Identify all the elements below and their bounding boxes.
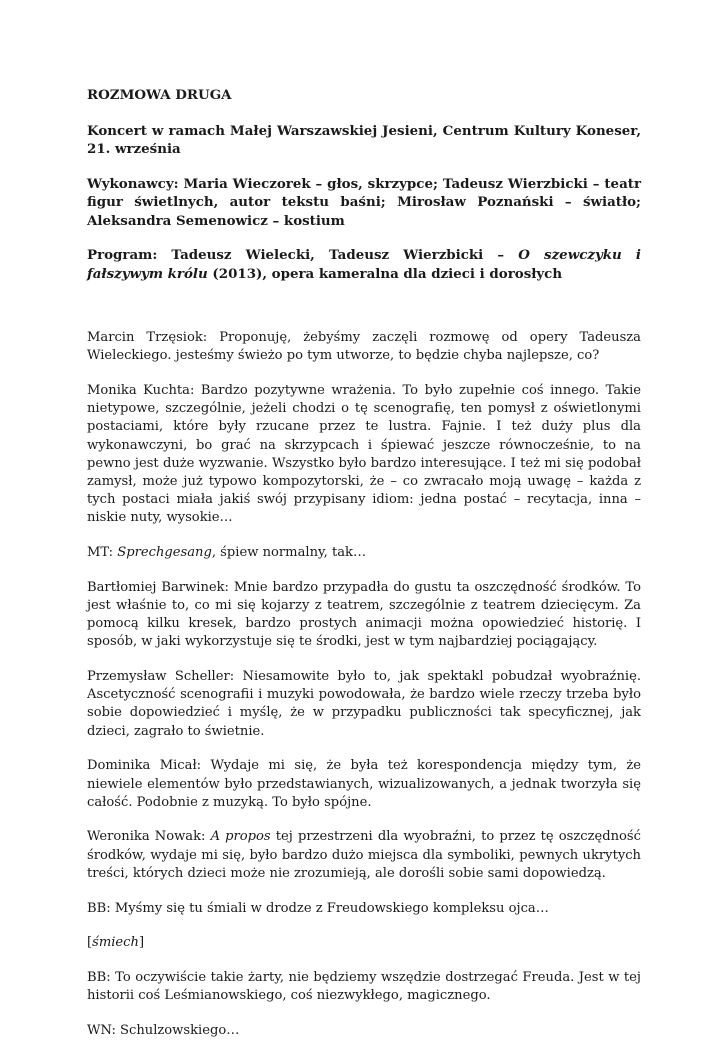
speaker-prefix: Weronika Nowak: [87,829,211,845]
italic-term: Sprechgesang [117,545,212,561]
dialogue-paragraph: Dominika Micał: Wydaje mi się, że była też korespondencja między tym, że niewiele elementów było przedstawianych, wizualizowanych, a jednak tworzyła się całość. Podobnie z muzyką. To było spójne. [87,758,641,810]
dialogue-body [87,329,641,1040]
speaker-prefix: MT: [87,545,118,561]
dialogue-paragraph: Marcin Trzęsiok: Proponuję, żebyśmy zaczęli rozmowę od opery Tadeusza Wieleckiego. jesteśmy świeżo po tym utworze, to będzie chyba najlepsze, co? [87,330,641,364]
dialogue-paragraph: WN: Schulzowskiego… [87,1022,240,1038]
dialogue-paragraph: Monika Kuchta: Bardzo pozytywne wrażenia. To było zupełnie coś innego. Takie nietypowe, szczególnie, jeżeli chodzi o tę scenografię, ten pomysł z oświetlonymi postaciami, które były rzucane przez te lustra. Fajnie. I też duży plus dla wykonawczyni, bo grać na skrzypcach i śpiewać jeszcze równocześnie, to na pewno jest duże wyzwanie. Wszystko było bardzo interesujące. I też mi się podobał zamysł, może już typowo kompozytorski, że – co zwracało moją uwagę – każda z tych postaci miała jakiś swój przypisany idiom: jedna postać – recytacja, inna – niskie nuty, wysokie… [87,382,641,526]
dialogue-paragraph: Bartłomiej Barwinek: Mnie bardzo przypadła do gustu ta oszczędność środków. To jest właśnie to, co mi się kojarzy z teatrem, szczególnie z teatrem dziecięcym. Za pomocą kilku kresek, bardzo prostych animacji można opowiedzieć historię. I sposób, w jaki wykorzystuje się te środki, jest w tym najbardziej pociągający. [87,579,641,650]
dialogue-paragraph: BB: To oczywiście takie żarty, nie będziemy wszędzie dostrzegać Freuda. Jest w tej historii coś Leśmianowskiego, coś niezwykłego, magicznego. [87,969,641,1004]
dialogue-paragraph: BB: Myśmy się tu śmiali w drodze z Freudowskiego kompleksu ojca… [87,900,549,916]
program-suffix: (2013), opera kameralna dla dzieci i dorosłych [207,265,563,282]
program-info [87,246,641,283]
stage-direction [87,934,641,952]
bracket-close: ] [138,935,145,951]
program-work-title: O szewczyku i fałszywym królu [87,247,641,282]
italic-term: śmiech [92,935,139,951]
dialogue-paragraph: Przemysław Scheller: Niesamowite było to, jak spektakl pobudzał wyobraźnię. Ascetyczność scenografii i muzyki powodowała, że bardzo wiele rzeczy trzeba było sobie dopowiedzieć i myślę, że w przypadku publiczności tak specyficznej, jak dzieci, zagrało to świetnie. [87,669,641,739]
program-prefix: Program: Tadeusz Wielecki, Tadeusz Wierzbicki – [87,247,519,263]
dialogue-paragraph [87,544,641,562]
paragraph-rest: tej przestrzeni dla wyobraźni, to przez tę oszczędność środków, wydaje mi się, było bardzo dużo miejsca dla symboliki, pewnych ukrytych treści, których dzieci może nie zrozumieją, ale dorośli sobie sami dopowiedzą. [87,829,641,881]
concert-info: Koncert w ramach Małej Warszawskiej Jesieni, Centrum Kultury Koneser, 21. września [87,122,641,157]
paragraph-rest: , śpiew normalny, tak… [211,545,367,561]
italic-term: A propos [210,829,271,845]
dialogue-paragraph [87,828,641,883]
document-header [87,86,641,283]
performers-info: Wykonawcy: Maria Wieczorek – głos, skrzypce; Tadeusz Wierzbicki – teatr figur świetlnych, autor tekstu baśni; Mirosław Poznański – światło; Aleksandra Semenowicz – kostium [87,175,641,229]
document-title: ROZMOWA DRUGA [87,87,232,103]
bracket-open: [ [87,935,93,951]
